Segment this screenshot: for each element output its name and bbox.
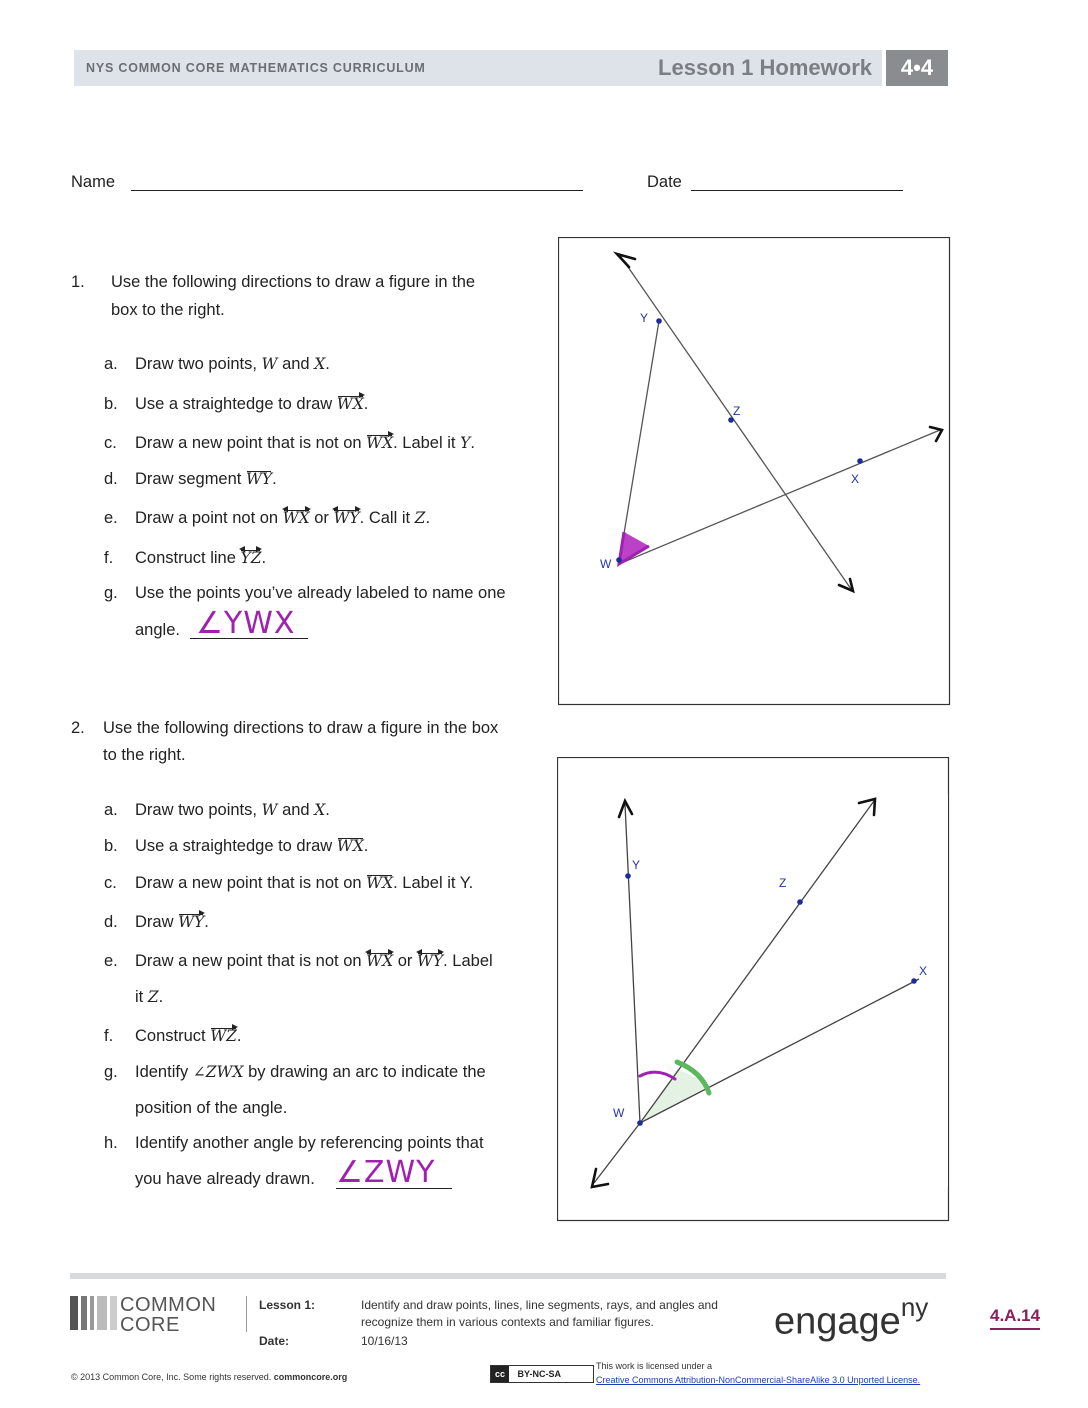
step-text: and (277, 355, 315, 373)
p1-step-e (104, 509, 431, 528)
footer-lesson-label: Lesson 1: (259, 1298, 316, 1312)
figure1-box (558, 237, 951, 706)
step-text: Identify another angle by referencing points that (135, 1134, 484, 1152)
step-letter: g. (104, 1063, 118, 1081)
problem2-prompt: Use the following directions to draw a figure in the box (103, 719, 499, 737)
step-text: Draw a point not on (135, 509, 283, 527)
p2-step-f (104, 1027, 242, 1046)
logo-text-core: CORE (120, 1314, 180, 1336)
step-letter: h. (104, 1134, 118, 1152)
step-text: Use a straightedge to draw (135, 837, 337, 855)
step-text: Draw segment (135, 470, 246, 488)
segment-wx: WX (336, 837, 364, 855)
problem1-prompt: Use the following directions to draw a figure in the (111, 273, 476, 291)
step-text: or (309, 509, 334, 527)
math-var: X (314, 801, 326, 819)
page-code: 4.A.14 (990, 1306, 1040, 1330)
license-link[interactable]: Creative Commons Attribution-NonCommercial-ShareAlike 3.0 Unported License. (596, 1375, 921, 1385)
p2-step-b (104, 837, 369, 856)
line-wx (283, 509, 310, 527)
footer-date-label: Date: (259, 1334, 290, 1348)
step-text: Draw two points, (135, 801, 262, 819)
cc-license-badge[interactable] (490, 1365, 594, 1383)
fig2-label-z: Z (779, 876, 787, 890)
step-letter: a. (104, 355, 118, 373)
problem2-number: 2. (71, 719, 85, 737)
p2-step-e (104, 952, 493, 971)
step-text: . (363, 395, 369, 413)
footer-separator (246, 1296, 247, 1332)
ray-wz: WZ (210, 1027, 237, 1045)
segment-wy: WY (245, 470, 273, 488)
step-text: . (325, 801, 330, 819)
step-letter: g. (104, 584, 118, 602)
footer-description: Identify and draw points, lines, line segments, rays, and angles and (361, 1298, 718, 1312)
date-label: Date (647, 173, 682, 191)
line-wy (417, 952, 443, 970)
step-letter: f. (104, 1027, 114, 1045)
name-label: Name (71, 173, 116, 191)
logo-text-common: COMMON (120, 1294, 217, 1316)
step-text: . Call it (359, 509, 415, 527)
step-text: . Label (443, 952, 493, 970)
step-text: Use a straightedge to draw (135, 395, 337, 413)
p2-step-c (104, 874, 474, 893)
date-field[interactable] (691, 190, 903, 191)
step-text: . Label it (393, 434, 461, 452)
footer-divider (70, 1273, 946, 1279)
figure2-box (557, 757, 950, 1222)
ray-wx: WX (366, 434, 394, 452)
ray-wy: WY (178, 913, 205, 931)
copyright (71, 1372, 347, 1382)
p2-handwritten-answer: ∠ZWY (336, 1155, 436, 1190)
line-wy (333, 509, 359, 527)
step-text: Use the points you’ve already labeled to name one (135, 584, 506, 602)
math-var: W (261, 801, 278, 819)
math-var: W (261, 355, 278, 373)
step-text: Construct line (135, 549, 241, 567)
p2-step-d (104, 913, 209, 932)
copyright-site: commoncore.org (273, 1372, 348, 1382)
math-var: WY (416, 952, 444, 970)
curriculum-title: NYS COMMON CORE MATHEMATICS CURRICULUM (86, 61, 426, 75)
math-var: Z (147, 988, 159, 1006)
line-wx (366, 952, 393, 970)
step-letter: c. (104, 874, 117, 892)
math-var: WY (333, 509, 360, 527)
p2-step-e-cont (135, 988, 163, 1007)
step-letter: d. (104, 913, 118, 931)
p2-step-g (104, 1063, 486, 1082)
copyright-text: © 2013 Common Core, Inc. Some rights reserved. (71, 1372, 272, 1382)
step-text: Draw (135, 913, 179, 931)
problem1-prompt-cont: box to the right. (111, 301, 225, 319)
step-text: Draw a new point that is not on (135, 874, 367, 892)
step-letter: c. (104, 434, 117, 452)
fig2-label-x: X (919, 964, 928, 978)
fig1-label-w: W (600, 557, 612, 571)
math-var: X (314, 355, 326, 373)
step-text: . (425, 509, 431, 527)
math-var: WX (282, 509, 310, 527)
step-letter: d. (104, 470, 118, 488)
p1-step-f (104, 549, 267, 568)
step-text: . (470, 434, 475, 452)
segment-wx: WX (366, 874, 394, 892)
fig1-label-x: X (851, 472, 860, 486)
step-letter: e. (104, 509, 118, 527)
fig1-label-y: Y (640, 311, 649, 325)
brand-sup: ny (900, 1292, 929, 1322)
p1-step-c (104, 434, 475, 453)
step-text: and (277, 801, 315, 819)
step-text: Draw a new point that is not on (135, 952, 367, 970)
math-var: Z (414, 509, 426, 527)
step-letter: f. (104, 549, 114, 567)
p1-step-g-cont: angle. (135, 621, 180, 639)
step-text: . (261, 549, 267, 567)
lesson-title: Lesson 1 Homework (658, 55, 872, 80)
p2-step-g-cont: position of the angle. (135, 1099, 288, 1117)
math-var: YZ (240, 549, 262, 567)
step-text: Identify (135, 1063, 193, 1081)
step-text: . (272, 470, 277, 488)
step-letter: b. (104, 837, 118, 855)
brand-text: engage (774, 1300, 901, 1343)
math-var: Y (460, 434, 471, 452)
cc-icon: cc (491, 1366, 509, 1382)
p1-step-a (104, 355, 330, 374)
step-text: by drawing an arc to indicate the (243, 1063, 486, 1081)
p1-handwritten-answer: ∠YWX (196, 606, 296, 641)
step-letter: e. (104, 952, 118, 970)
p1-step-g (104, 584, 506, 603)
footer-description-cont: recognize them in various contexts and familiar figures. (361, 1315, 654, 1329)
step-text: . (236, 1027, 242, 1045)
step-text: Construct (135, 1027, 211, 1045)
step-text: . (325, 355, 330, 373)
step-letter: a. (104, 801, 118, 819)
license-text: This work is licensed under a (596, 1361, 713, 1371)
angle-zwx: ∠ZWX (192, 1063, 244, 1081)
p1-step-d (104, 470, 277, 489)
problem2-prompt-cont: to the right. (103, 746, 186, 764)
step-text: or (393, 952, 417, 970)
cc-badge-text: BY-NC-SA (517, 1369, 562, 1379)
grade-module-badge: 4•4 (886, 50, 948, 86)
step-text: . Label it Y. (393, 874, 474, 892)
p2-step-a (104, 801, 330, 820)
line-yz (240, 549, 261, 567)
fig1-label-z: Z (733, 404, 741, 418)
common-core-logo-icon (70, 1296, 118, 1330)
engageny-logo (774, 1292, 929, 1344)
name-field[interactable] (131, 190, 583, 191)
step-text: it (135, 988, 148, 1006)
step-text: Draw two points, (135, 355, 262, 373)
step-letter: b. (104, 395, 118, 413)
p2-step-h (104, 1134, 484, 1153)
ray-wx: WX (336, 395, 364, 413)
step-text: Draw a new point that is not on (135, 434, 367, 452)
math-var: WX (366, 952, 394, 970)
p2-step-h-cont: you have already drawn. (135, 1170, 315, 1188)
step-text: . (204, 913, 209, 931)
p1-step-b (104, 395, 369, 414)
fig2-label-w: W (613, 1106, 625, 1120)
fig2-label-y: Y (632, 858, 641, 872)
step-text: . (158, 988, 164, 1006)
footer-date-value: 10/16/13 (361, 1334, 408, 1348)
problem1-number: 1. (71, 273, 85, 291)
step-text: . (363, 837, 369, 855)
